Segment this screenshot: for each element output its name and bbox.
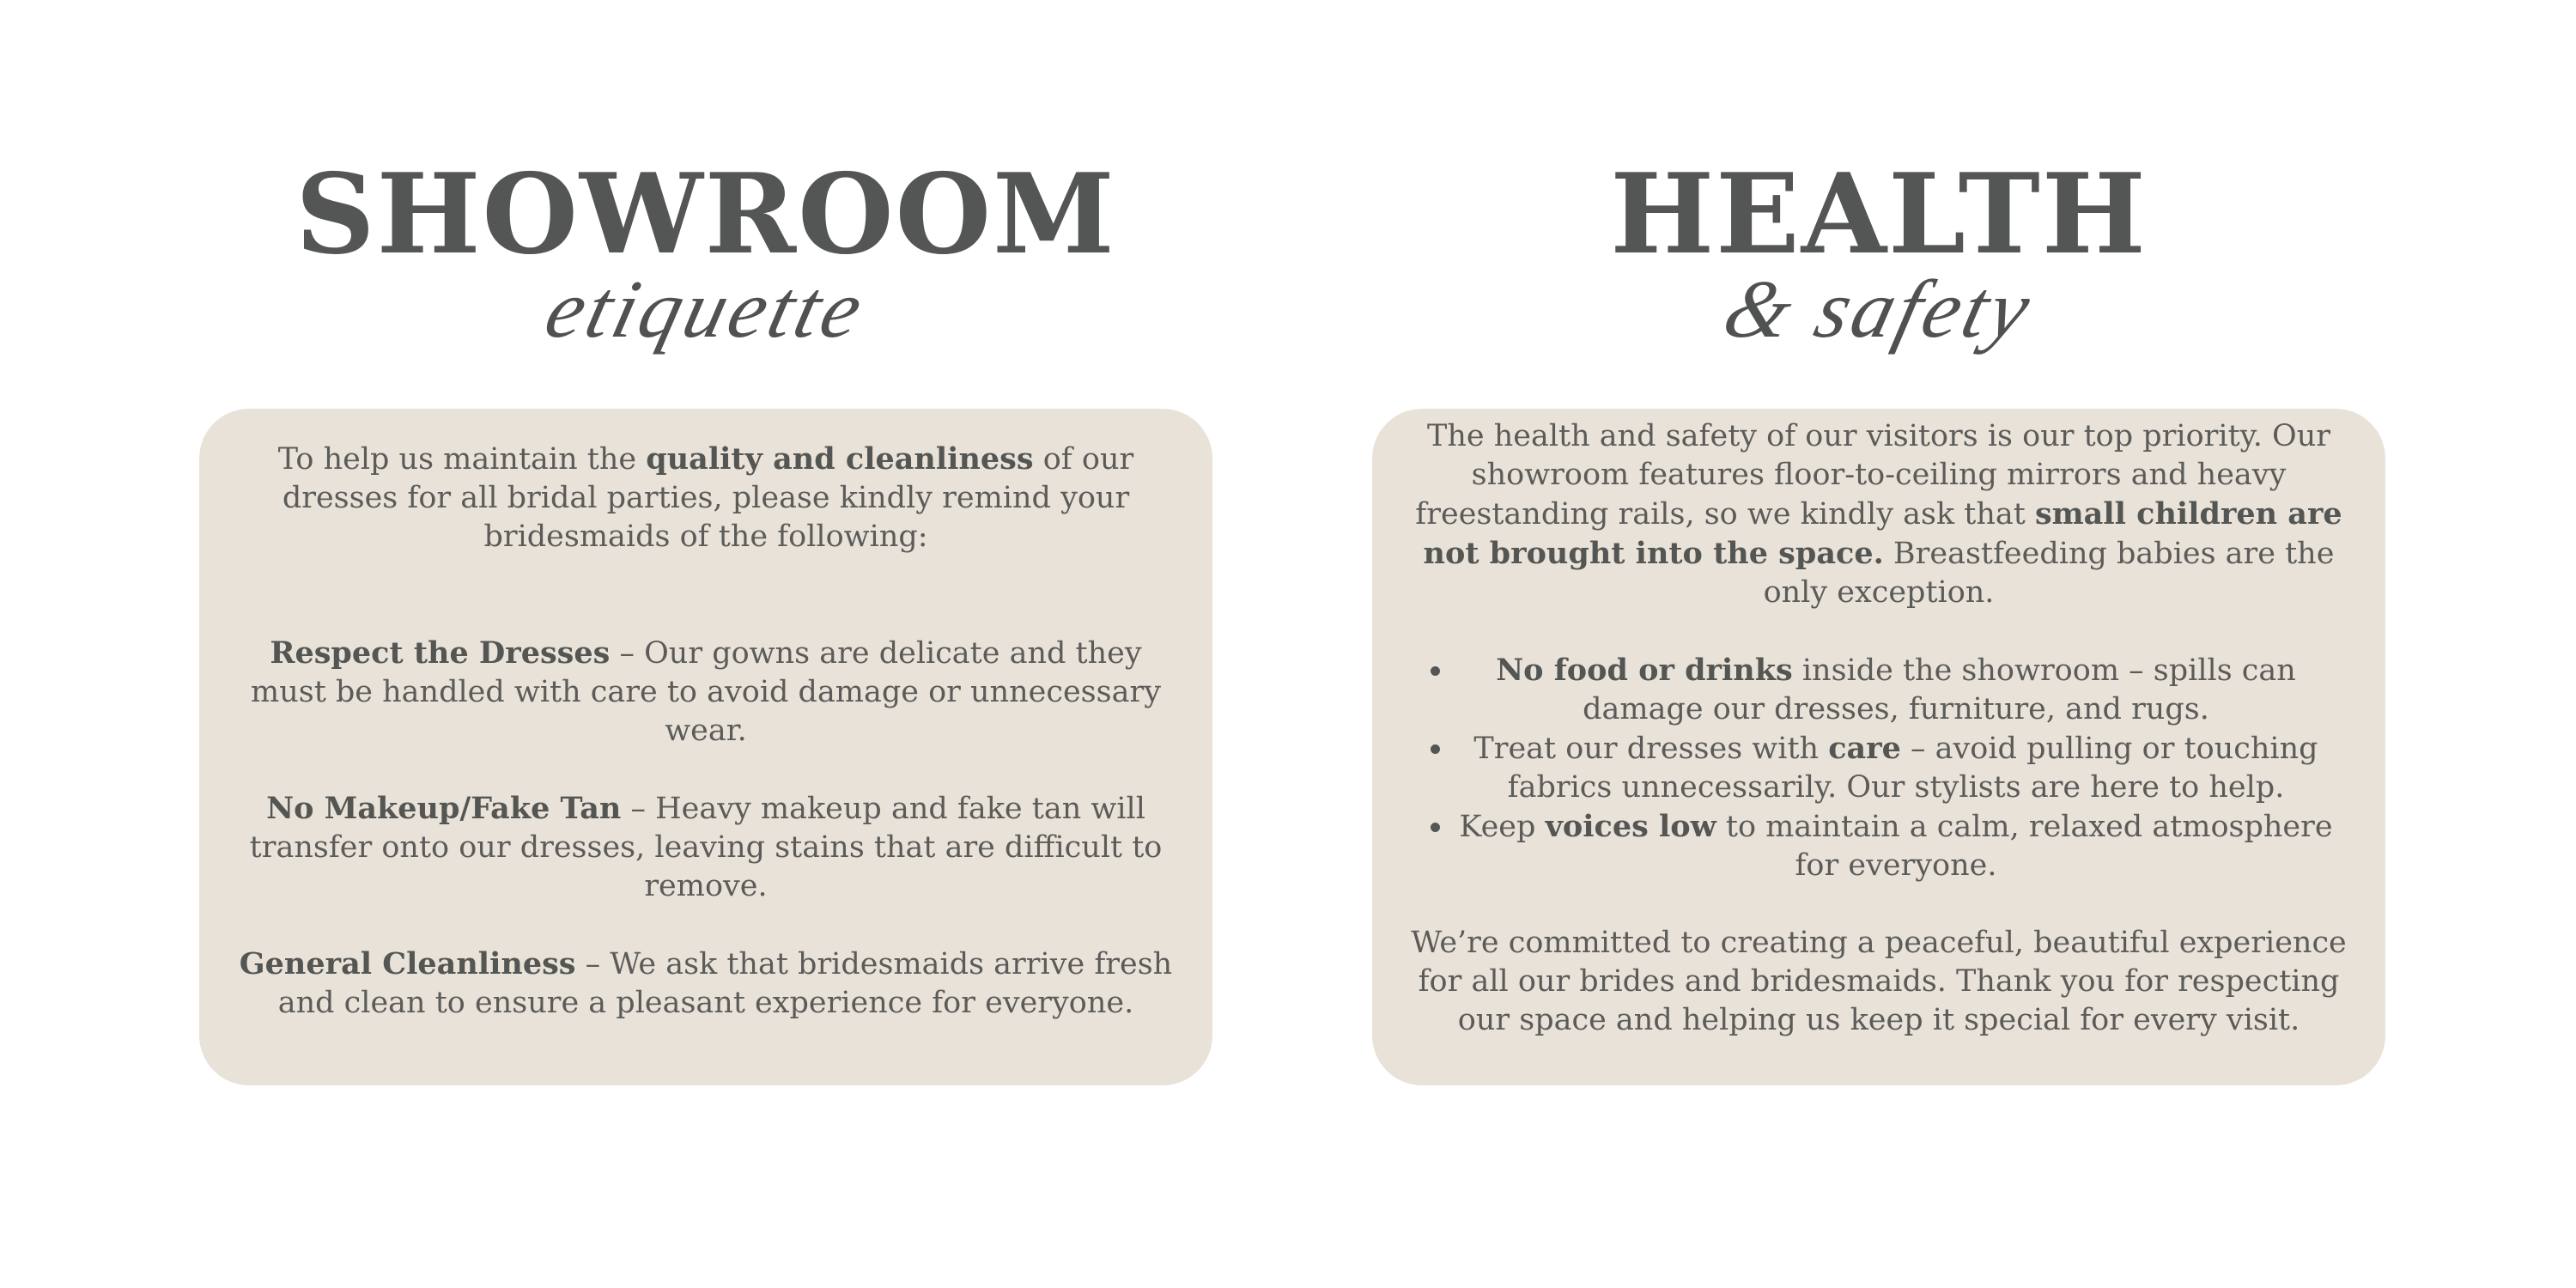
health-safety-section <box>1372 0 2385 1288</box>
etiquette-script-subtitle: etiquette <box>537 263 875 355</box>
rule-text: – We ask that bridesmaids arrive fresh and clean to ensure a pleasant experience for everyone. <box>277 947 1173 1020</box>
etiquette-intro <box>234 440 1178 556</box>
rule-title: No Makeup/Fake Tan <box>266 791 622 826</box>
intro-text-post: Breastfeeding babies are the only exception. <box>1763 537 2335 610</box>
bullet-text-post: – avoid pulling or touching fabrics unnecessarily. Our stylists are here to help. <box>1507 732 2318 805</box>
rule-general-cleanliness <box>234 945 1178 1023</box>
bullet-text-bold: No food or drinks <box>1496 653 1793 688</box>
bullet-dot-icon <box>1431 666 1440 676</box>
bullet-no-food <box>1406 651 2351 729</box>
health-heading: HEALTH <box>1610 150 2148 279</box>
bullet-text-pre: Keep <box>1459 810 1546 844</box>
intro-text-pre: To help us maintain the <box>277 442 647 477</box>
rule-no-makeup <box>234 789 1178 906</box>
bullet-text-bold: voices low <box>1545 809 1716 844</box>
health-intro <box>1406 417 2351 612</box>
safety-script-subtitle: & safety <box>1715 263 2043 355</box>
health-safety-card <box>1372 409 2385 1085</box>
rule-title: General Cleanliness <box>239 946 576 981</box>
intro-text-bold: small children are not brought into the space. <box>1423 496 2342 571</box>
rule-text: – Our gowns are delicate and they must be handled with care to avoid damage or unnecessary wear. <box>251 636 1161 748</box>
showroom-heading: SHOWROOM <box>295 150 1116 279</box>
rule-title: Respect the Dresses <box>270 635 611 671</box>
intro-text-pre: The health and safety of our visitors is our top priority. Our showroom features floor-to-ceiling mirrors and heavy freestanding rails, so we kindly ask that <box>1415 419 2331 532</box>
showroom-etiquette-section <box>199 0 1212 1288</box>
bullet-dot-icon <box>1431 823 1440 832</box>
bullet-dot-icon <box>1431 744 1440 754</box>
bullet-treat-with-care <box>1406 729 2351 807</box>
bullet-voices-low <box>1406 807 2351 885</box>
health-closing: We’re committed to creating a peaceful, beautiful experience for all our brides and bridesmaids. Thank you for respecting our space and helping us keep it special for every visit. <box>1411 926 2347 1037</box>
bullet-text-pre: Treat our dresses with <box>1473 732 1829 766</box>
intro-text-post: of our dresses for all bridal parties, please kindly remind your bridesmaids of the following: <box>282 442 1134 554</box>
safety-bullet-list <box>1406 651 2351 885</box>
rule-text: – Heavy makeup and fake tan will transfer onto our dresses, leaving stains that are difficult to remove. <box>249 792 1163 903</box>
bullet-text-post: to maintain a calm, relaxed atmosphere for everyone. <box>1716 810 2333 883</box>
rule-respect-dresses <box>234 634 1178 750</box>
bullet-text-bold: care <box>1828 731 1901 766</box>
intro-text-bold: quality and cleanliness <box>646 441 1034 477</box>
etiquette-card <box>199 409 1212 1085</box>
bullet-text-post: inside the showroom – spills can damage our dresses, furniture, and rugs. <box>1583 653 2296 726</box>
